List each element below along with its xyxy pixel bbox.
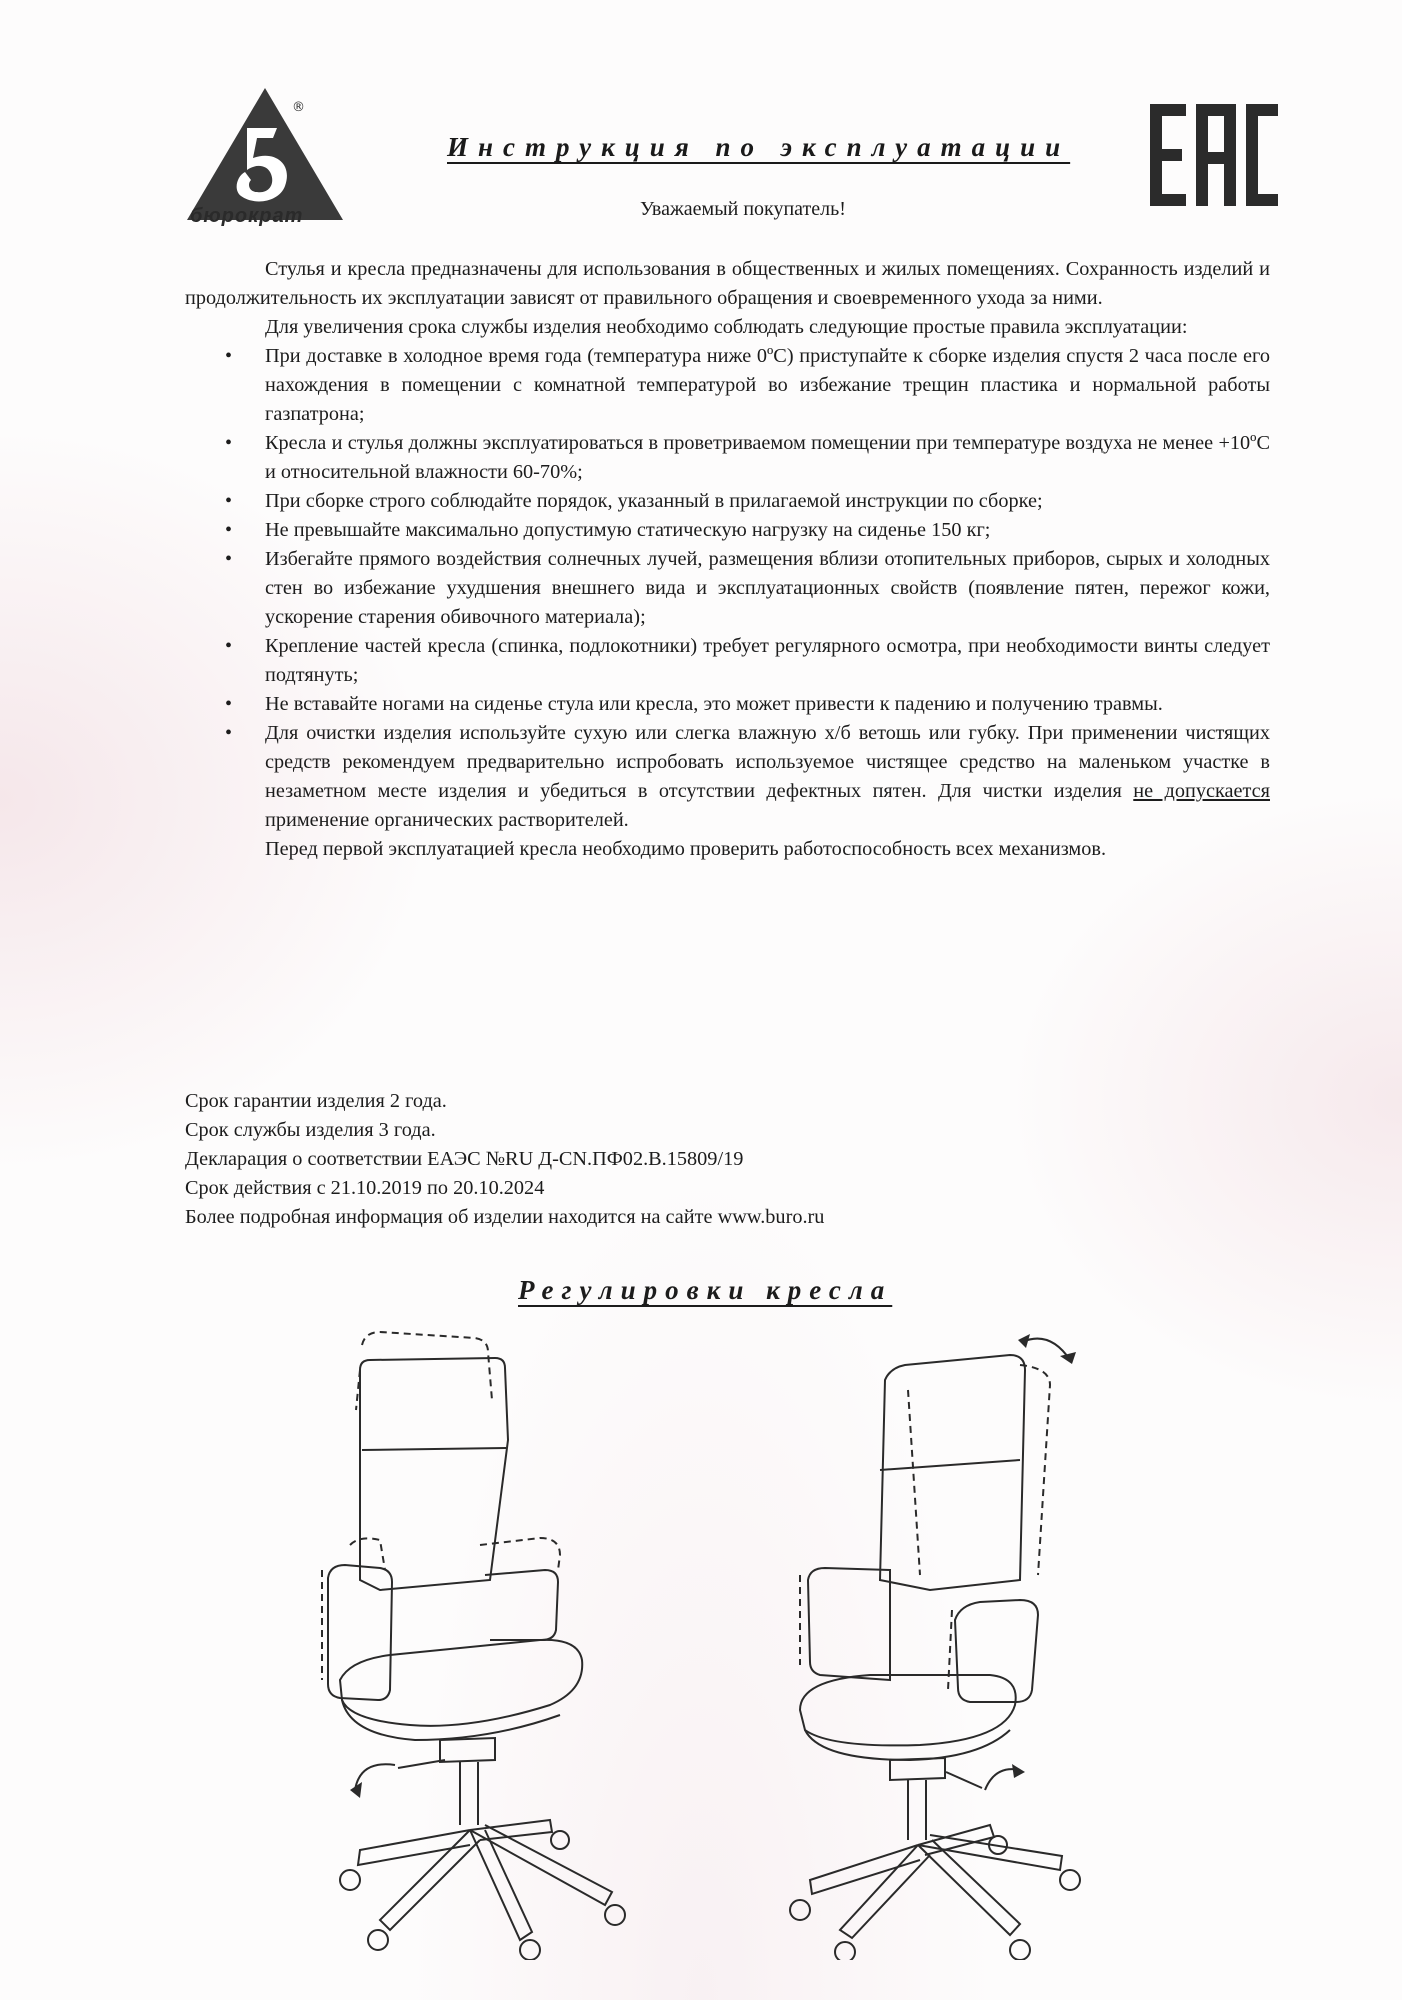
cleaning-text-after: применение органических растворителей.: [265, 809, 629, 831]
list-item: • Избегайте прямого воздействия солнечных лучей, размещения вблизи отопительных приборов, сырых и холодных стен во избежание ухудшения внешнего вида и эксплуатационных свойств (появление пятен, пережог кожи, ускорение старения обивочного материала);: [185, 545, 1270, 632]
list-item: • Кресла и стулья должны эксплуатироваться в проветриваемом помещении при температуре воздуха не менее +10ºC и относительной влажности 60-70%;: [185, 429, 1270, 487]
chair-height-armrest-adjustment-icon: [320, 1320, 760, 1960]
closing-note-text: Перед первой эксплуатацией кресла необходимо проверить работоспособность всех механизмов.: [265, 838, 1107, 860]
closing-note: [265, 835, 1270, 864]
warranty-line: Срок гарантии изделия 2 года.: [185, 1090, 447, 1112]
cleaning-list-item: [185, 719, 1270, 835]
rules-intro-paragraph: Для увеличения срока службы изделия необходимо соблюдать следующие простые правила эксплуатации:: [265, 316, 1188, 338]
chair-backrest-tilt-adjustment-icon: [720, 1320, 1160, 1960]
chair-illustration-right: [720, 1320, 1160, 1960]
document-title: Инструкция по эксплуатации: [447, 132, 1071, 162]
product-info: [185, 1087, 1185, 1232]
chair-illustration-left: [320, 1320, 760, 1960]
rules-list: [185, 342, 1270, 835]
declaration-line: Декларация о соответствии ЕАЭС №RU Д-CN.ПФ02.В.15809/19: [185, 1148, 744, 1170]
adjustments-title: Регулировки кресла: [518, 1275, 893, 1305]
list-item: • При сборке строго соблюдайте порядок, указанный в прилагаемой инструкции по сборке;: [185, 487, 1270, 516]
validity-line: Срок действия с 21.10.2019 по 20.10.2024: [185, 1177, 545, 1199]
instructions-body: [185, 255, 1270, 864]
intro-paragraph: Стулья и кресла предназначены для использования в общественных и жилых помещениях. Сохранность изделий и продолжительность их эксплуатации зависят от правильного обращения и своевременного ухода за ними.: [185, 258, 1270, 309]
greeting: Уважаемый покупатель!: [640, 198, 846, 220]
cleaning-text-before: Для очистки изделия используйте сухую или слегка влажную х/б ветошь или губку. При применении чистящих средств рекомендуем предварительно испробовать используемое чистящее средство на маленьком участке в незаметном месте изделия и убедиться в отсутствии дефектных пятен. Для чистки изделия: [265, 722, 1270, 802]
list-item: • При доставке в холодное время года (температура ниже 0ºC) приступайте к сборке изделия спустя 2 часа после его нахождения в помещении с комнатной температурой во избежание трещин пластика и нормальной работы газпатрона;: [185, 342, 1270, 429]
registered-mark: ®: [292, 100, 305, 115]
more-info-line: Более подробная информация об изделии находится на сайте www.buro.ru: [185, 1206, 825, 1228]
logo-text: бюрократ: [190, 205, 304, 227]
eac-certification-mark-icon: [1148, 100, 1280, 210]
list-item: • Крепление частей кресла (спинка, подлокотники) требует регулярного осмотра, при необходимости винты следует подтянуть;: [185, 632, 1270, 690]
list-item: • Не вставайте ногами на сиденье стула или кресла, это может привести к падению и получению травмы.: [185, 690, 1270, 719]
service-life-line: Срок службы изделия 3 года.: [185, 1119, 436, 1141]
cleaning-emphasis: не допускается: [1133, 780, 1270, 802]
list-item: • Не превышайте максимально допустимую статическую нагрузку на сиденье 150 кг;: [185, 516, 1270, 545]
